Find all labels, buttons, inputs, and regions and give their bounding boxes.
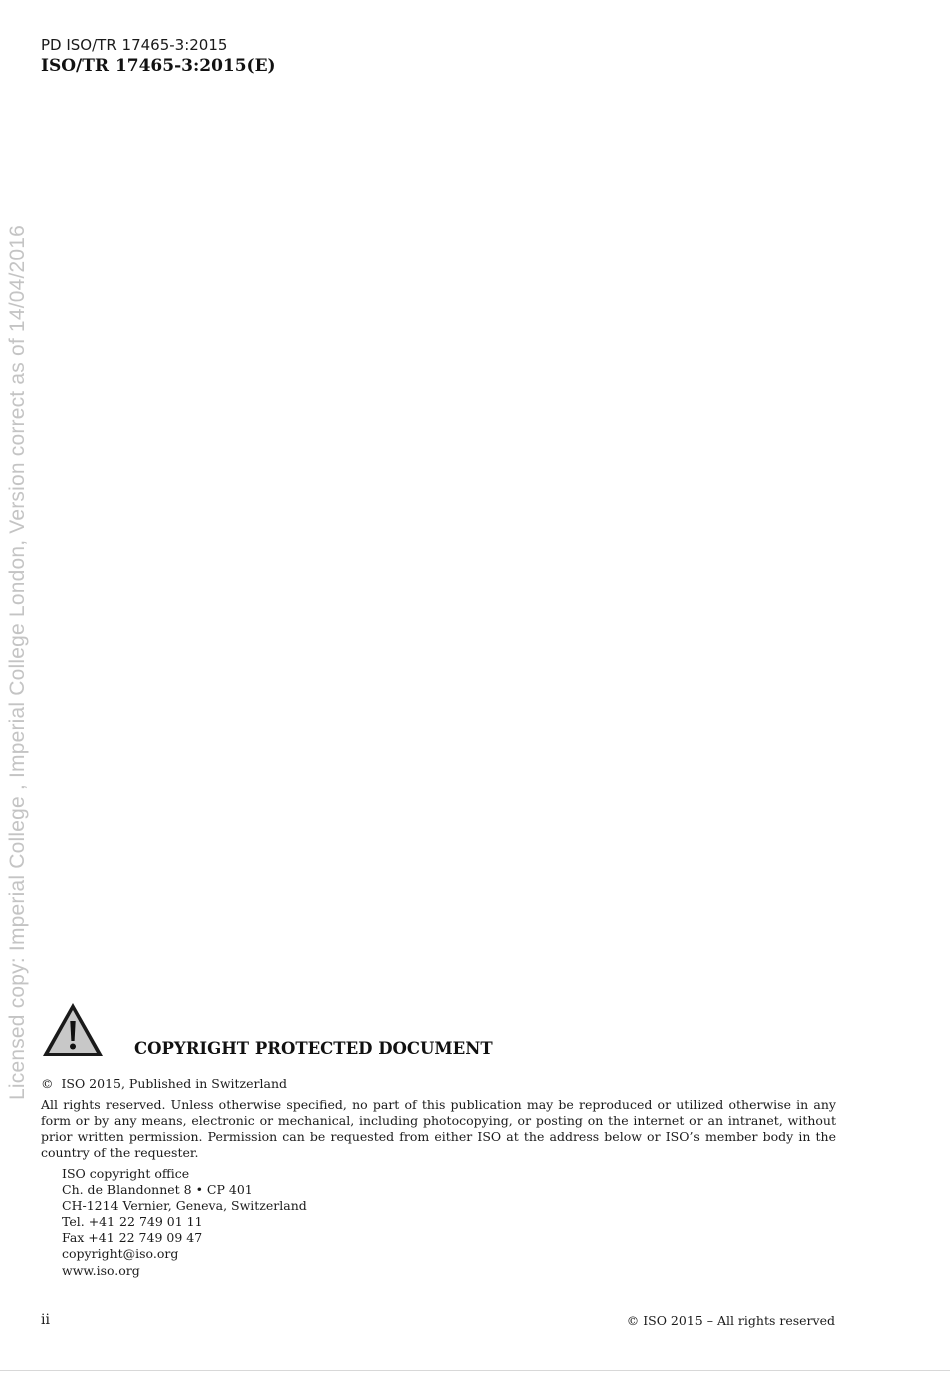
footer-copyright: © ISO 2015 – All rights reserved	[626, 1313, 835, 1328]
warning-triangle-icon	[41, 1001, 105, 1058]
watermark-license-text: Licensed copy: Imperial College , Imperial College London, Version correct as of 14/04/2016	[6, 224, 29, 1100]
address-phone: Tel. +41 22 749 01 11	[62, 1214, 203, 1230]
address-office: ISO copyright office	[62, 1166, 190, 1181]
address-website: www.iso.org	[62, 1262, 140, 1278]
copyright-published-line	[41, 1076, 287, 1091]
copyright-title: COPYRIGHT PROTECTED DOCUMENT	[134, 1039, 493, 1058]
address-fax: Fax +41 22 749 09 47	[62, 1230, 203, 1246]
published-text: ISO 2015, Published in Switzerland	[61, 1076, 287, 1091]
document-id-national: PD ISO/TR 17465-3:2015	[41, 36, 228, 54]
address-street: Ch. de Blandonnet 8 • CP 401	[62, 1182, 253, 1198]
address-email: copyright@iso.org	[62, 1246, 179, 1262]
address-city: CH-1214 Vernier, Geneva, Switzerland	[62, 1198, 307, 1214]
page-number: ii	[41, 1312, 50, 1328]
page-bottom-divider	[0, 1370, 950, 1371]
rights-paragraph: All rights reserved. Unless otherwise specified, no part of this publication may be reproduced or utilized otherwise in any form or by any means, electronic or mechanical, including photocopying, or posting on the internet or an intranet, without prior written permission. Permission can be requested from either ISO at the address below or ISO’s member body in the country of the requester.	[41, 1097, 836, 1160]
copyright-office-address	[62, 1166, 307, 1279]
document-id-iso: ISO/TR 17465-3:2015(E)	[41, 56, 276, 76]
copyright-symbol: ©	[41, 1076, 54, 1091]
